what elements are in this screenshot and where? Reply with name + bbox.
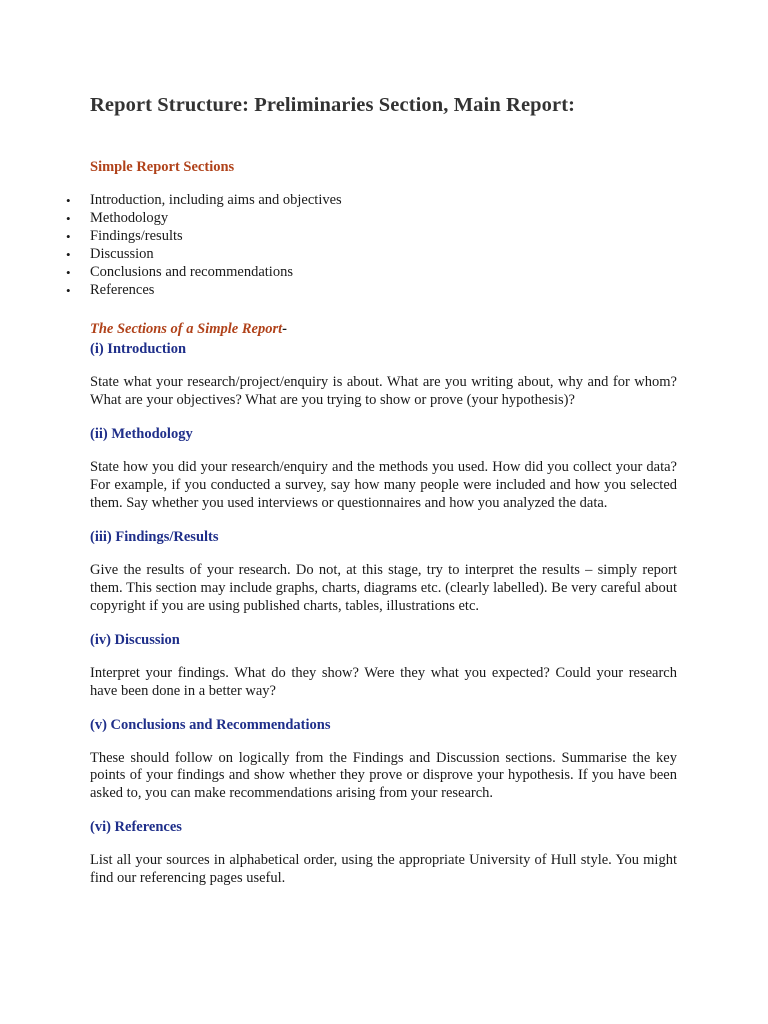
section-text-introduction: State what your research/project/enquiry is about. What are you writing about, why and for whom? What are your objectives? What are you trying to show or prove (your hypothesis)?: [90, 374, 677, 409]
section-text-references: List all your sources in alphabetical order, using the appropriate University of Hull style. You might find our referencing pages useful.: [90, 852, 677, 887]
document-body: [90, 92, 677, 888]
section-subtitle: Simple Report Sections: [90, 159, 235, 175]
page-title: Report Structure: Preliminaries Section, Main Report:: [90, 94, 576, 116]
sections-heading-text: The Sections of a Simple Report: [90, 321, 283, 338]
sections-heading-suffix: -: [282, 321, 287, 338]
section-text-methodology: State how you did your research/enquiry and the methods you used. How did you collect your data? For example, if you conducted a survey, say how many people were included and how you selected them. Say whether you used interviews or questionnaires and how you analyzed the data.: [90, 459, 677, 512]
list-item: • Findings/results: [90, 228, 677, 246]
section-title-conclusions: (v) Conclusions and Recommendations: [90, 716, 331, 733]
section-text-findings: Give the results of your research. Do not, at this stage, try to interpret the results – simply report them. This section may include graphs, charts, diagrams etc. (clearly labelled). Be very careful about copyright if you are using published charts, tables, illustrations etc.: [90, 561, 677, 614]
list-item: • Discussion: [90, 246, 677, 264]
sections-heading: [90, 320, 677, 339]
list-item: • Methodology: [90, 210, 677, 228]
section-title-introduction: (i) Introduction: [90, 341, 187, 358]
section-title-discussion: (iv) Discussion: [90, 631, 180, 648]
section-title-references: (vi) References: [90, 819, 182, 836]
list-item: • Introduction, including aims and objectives: [90, 192, 677, 210]
list-item: • References: [90, 282, 677, 300]
section-text-conclusions: These should follow on logically from the Findings and Discussion sections. Summarise the key points of your findings and show whether they prove or disprove your hypothesis. If you have been asked to, you can make recommendations arising from your research.: [90, 749, 677, 802]
report-sections-list: [90, 192, 677, 299]
list-item: • Conclusions and recommendations: [90, 264, 677, 282]
section-title-methodology: (ii) Methodology: [90, 426, 193, 443]
section-text-discussion: Interpret your findings. What do they show? Were they what you expected? Could your research have been done in a better way?: [90, 664, 677, 699]
section-title-findings: (iii) Findings/Results: [90, 528, 219, 545]
